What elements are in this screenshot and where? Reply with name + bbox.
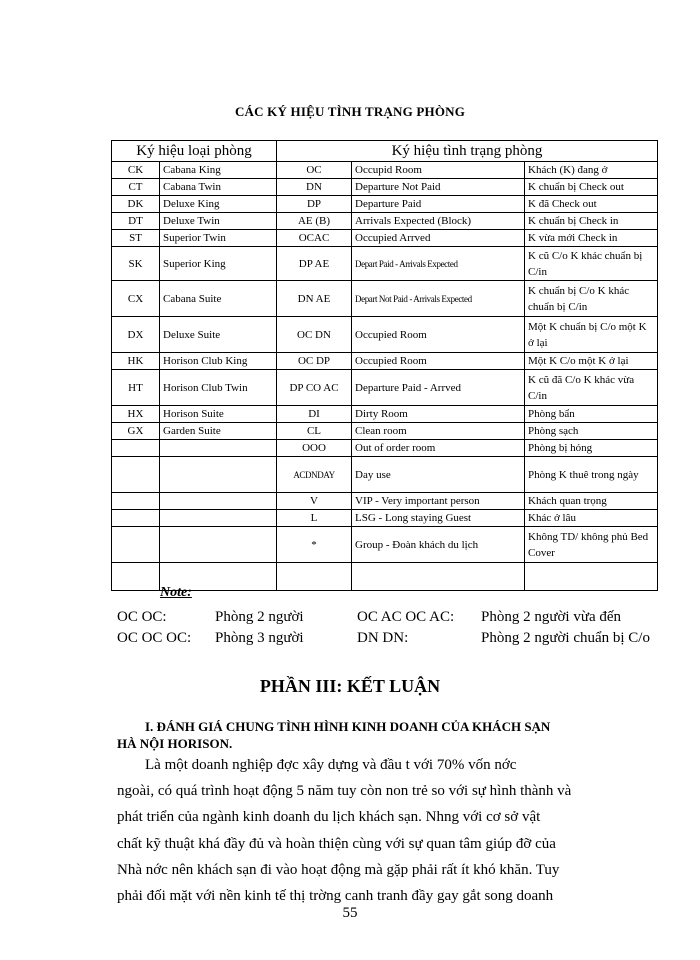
table-row: [112, 281, 658, 317]
body-paragraph: [117, 752, 619, 909]
table-row-empty: [112, 563, 658, 591]
room-type-name: Cabana Suite: [160, 281, 277, 317]
body-line: chất kỹ thuật khá đầy đủ và hoàn thiện cùng với sự quan tâm giúp đỡ của: [117, 835, 556, 852]
note-code: OC AC OC AC:: [357, 609, 455, 625]
table-title: CÁC KÝ HIỆU TÌNH TRẠNG PHÒNG: [234, 104, 466, 119]
section-heading-line: I. ĐÁNH GIÁ CHUNG TÌNH HÌNH KINH DOANH CỦA KHÁCH SẠN: [145, 719, 551, 734]
note-row: [117, 609, 677, 629]
room-type-code: [112, 510, 160, 527]
room-type-code: DT: [112, 213, 160, 230]
room-type-code: CT: [112, 179, 160, 196]
table-row: [112, 493, 658, 510]
room-type-name: Deluxe Twin: [160, 213, 277, 230]
room-status-table: [111, 140, 658, 591]
room-type-name: [160, 527, 277, 563]
status-code: OC DP: [277, 353, 352, 370]
table-row: [112, 510, 658, 527]
table-row: [112, 423, 658, 440]
room-type-name: Cabana King: [160, 162, 277, 179]
table-row: [112, 247, 658, 281]
status-code: ACDNDAY: [277, 457, 352, 493]
status-vietnamese: K cũ C/o K khác chuẩn bị C/in: [525, 247, 658, 281]
room-type-name: Garden Suite: [160, 423, 277, 440]
status-vietnamese: K chuẩn bị C/o K khác chuẩn bị C/in: [525, 281, 658, 317]
room-type-code: CX: [112, 281, 160, 317]
room-type-code: DK: [112, 196, 160, 213]
status-english: Clean room: [352, 423, 525, 440]
room-type-code: HX: [112, 406, 160, 423]
room-type-name: Deluxe King: [160, 196, 277, 213]
header-room-status: Ký hiệu tình trạng phòng: [277, 141, 658, 162]
status-vietnamese: Phòng bẩn: [525, 406, 658, 423]
room-type-code: CK: [112, 162, 160, 179]
status-vietnamese: Phòng bị hỏng: [525, 440, 658, 457]
note-code: OC OC:: [117, 609, 167, 625]
note-meaning: Phòng 2 người chuẩn bị C/o: [481, 630, 650, 646]
status-code: [277, 563, 352, 591]
table-row: [112, 406, 658, 423]
status-vietnamese: Khách quan trọng: [525, 493, 658, 510]
status-code: CL: [277, 423, 352, 440]
status-code: DN: [277, 179, 352, 196]
status-english: Depart Not Paid - Arrivals Expected: [352, 281, 525, 317]
status-english: Dirty Room: [352, 406, 525, 423]
note-meaning: Phòng 2 người: [215, 609, 304, 625]
status-code: V: [277, 493, 352, 510]
status-english: Group - Đoàn khách du lịch: [352, 527, 525, 563]
note-code: OC OC OC:: [117, 630, 192, 646]
status-english: [352, 563, 525, 591]
status-code: DP CO AC: [277, 370, 352, 406]
page-number: 55: [342, 905, 358, 921]
status-english: Day use: [352, 457, 525, 493]
part-title: PHẦN III: KẾT LUẬN: [259, 676, 441, 696]
status-english: Departure Paid - Arrved: [352, 370, 525, 406]
status-code: DN AE: [277, 281, 352, 317]
status-code: OC DN: [277, 317, 352, 353]
header-room-types: Ký hiệu loại phòng: [112, 141, 277, 162]
section-heading: [117, 718, 637, 752]
room-type-code: ST: [112, 230, 160, 247]
status-vietnamese: K chuẩn bị Check out: [525, 179, 658, 196]
body-line: Nhà nớc nên khách sạn đi vào hoạt động mà gặp phải rất ít khó khăn. Tuy: [117, 861, 560, 878]
status-vietnamese: Khách (K) đang ở: [525, 162, 658, 179]
room-type-code: [112, 457, 160, 493]
table-row: [112, 353, 658, 370]
table-row: [112, 457, 658, 493]
table-row: [112, 213, 658, 230]
room-type-name: [160, 440, 277, 457]
table-row: [112, 162, 658, 179]
status-english: LSG - Long staying Guest: [352, 510, 525, 527]
table-row: [112, 440, 658, 457]
status-vietnamese: [525, 563, 658, 591]
table-row: [112, 317, 658, 353]
note-meaning: Phòng 3 người: [215, 630, 304, 646]
status-vietnamese: Không TD/ không phủ Bed Cover: [525, 527, 658, 563]
room-type-code: HK: [112, 353, 160, 370]
status-english: VIP - Very important person: [352, 493, 525, 510]
room-type-name: [160, 510, 277, 527]
body-line: phát triển của ngành kinh doanh du lịch khách sạn. Nhng với cơ sở vật: [117, 809, 541, 826]
table-row: [112, 370, 658, 406]
room-type-code: GX: [112, 423, 160, 440]
status-code: L: [277, 510, 352, 527]
status-code: DP: [277, 196, 352, 213]
note-code: DN DN:: [357, 630, 409, 646]
room-type-code: [112, 527, 160, 563]
status-vietnamese: Một K chuẩn bị C/o một K ở lại: [525, 317, 658, 353]
status-vietnamese: Phòng sạch: [525, 423, 658, 440]
status-vietnamese: Một K C/o một K ở lại: [525, 353, 658, 370]
note-meaning: Phòng 2 người vừa đến: [481, 609, 622, 625]
status-code: AE (B): [277, 213, 352, 230]
room-type-name: Horison Suite: [160, 406, 277, 423]
status-english: Occupid Room: [352, 162, 525, 179]
room-type-code: HT: [112, 370, 160, 406]
status-vietnamese: K cũ đã C/o K khác vừa C/in: [525, 370, 658, 406]
status-english: Occupied Room: [352, 353, 525, 370]
room-type-name: [160, 457, 277, 493]
status-code: DI: [277, 406, 352, 423]
status-english: Out of order room: [352, 440, 525, 457]
room-type-code: [112, 440, 160, 457]
status-english: Occupied Room: [352, 317, 525, 353]
status-english: Occupied Arrved: [352, 230, 525, 247]
section-heading-line: HÀ NỘI HORISON.: [117, 736, 233, 751]
note-row: [117, 630, 677, 650]
status-english: Depart Paid - Arrivals Expected: [352, 247, 525, 281]
table-row: [112, 230, 658, 247]
room-type-code: [112, 493, 160, 510]
room-type-name: Superior King: [160, 247, 277, 281]
body-line: ngoài, có quá trình hoạt động 5 năm tuy còn non trẻ so với sự hình thành và: [117, 783, 572, 800]
note-heading: Note:: [160, 585, 192, 600]
room-type-name: Superior Twin: [160, 230, 277, 247]
room-type-name: Horison Club King: [160, 353, 277, 370]
status-english: Arrivals Expected (Block): [352, 213, 525, 230]
status-vietnamese: Phòng K thuê trong ngày: [525, 457, 658, 493]
status-vietnamese: K đã Check out: [525, 196, 658, 213]
body-line: Là một doanh nghiệp đợc xây dựng và đầu t với 70% vốn nớc: [145, 757, 517, 773]
table-row: [112, 527, 658, 563]
status-vietnamese: K chuẩn bị Check in: [525, 213, 658, 230]
room-type-name: Horison Club Twin: [160, 370, 277, 406]
status-english: Departure Not Paid: [352, 179, 525, 196]
status-vietnamese: K vừa mới Check in: [525, 230, 658, 247]
status-code: OC: [277, 162, 352, 179]
table-header-row: [112, 141, 658, 162]
table-row: [112, 196, 658, 213]
status-code: OCAC: [277, 230, 352, 247]
status-code: OOO: [277, 440, 352, 457]
room-type-name: Cabana Twin: [160, 179, 277, 196]
status-english: Departure Paid: [352, 196, 525, 213]
room-type-code: DX: [112, 317, 160, 353]
status-code: *: [277, 527, 352, 563]
body-line: phải đối mặt với nền kinh tế thị trờng canh tranh đầy gay gắt song doanh: [117, 888, 554, 905]
status-vietnamese: Khác ở lâu: [525, 510, 658, 527]
room-type-code: [112, 563, 160, 591]
status-code: DP AE: [277, 247, 352, 281]
room-type-name: Deluxe Suite: [160, 317, 277, 353]
room-type-name: [160, 493, 277, 510]
table-row: [112, 179, 658, 196]
room-type-code: SK: [112, 247, 160, 281]
